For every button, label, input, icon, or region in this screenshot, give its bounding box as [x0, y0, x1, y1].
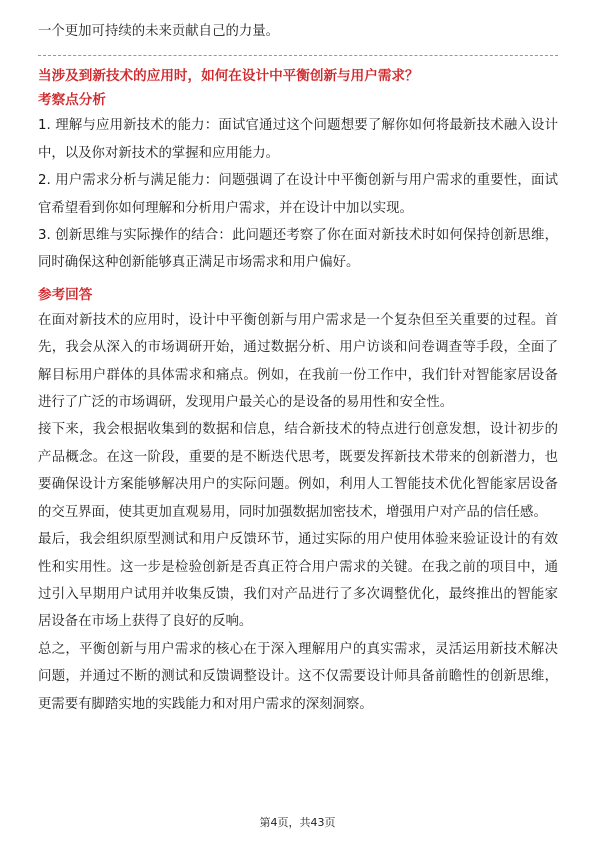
answer-paragraph-2: 接下来，我会根据收集到的数据和信息，结合新技术的特点进行创意发想，设计初步的产品概念。在这一阶段，重要的是不断迭代思考，既要发挥新技术带来的创新潜力，也要确保设计方案能够解决用户的实际问题。例如，利用人工智能技术优化智能家居设备的交互界面，使其更加直观易用，同时加强数据加密技术，增强用户对产品的信任感。 — [38, 422, 558, 520]
answer-heading: 参考回答 — [38, 286, 93, 303]
page-content — [38, 18, 558, 718]
analysis-point-1: 1. 理解与应用新技术的能力：面试官通过这个问题想要了解你如何将最新技术融入设计中，以及你对新技术的掌握和应用能力。 — [38, 118, 558, 161]
answer-body — [38, 307, 558, 718]
section-divider — [38, 55, 558, 56]
analysis-point-3: 3. 创新思维与实际操作的结合：此问题还考察了你在面对新技术时如何保持创新思维，同时确保这种创新能够真正满足市场需求和用户偏好。 — [38, 228, 558, 271]
page-number: 第4页，共43页 — [259, 816, 336, 829]
analysis-heading: 考察点分析 — [38, 92, 106, 109]
answer-paragraph-1: 在面对新技术的应用时，设计中平衡创新与用户需求是一个复杂但至关重要的过程。首先，我会从深入的市场调研开始，通过数据分析、用户访谈和问卷调查等手段，全面了解目标用户群体的具体需求和痛点。例如，在我前一份工作中，我们针对智能家居设备进行了广泛的市场调研，发现用户最关心的是设备的易用性和安全性。 — [38, 312, 558, 411]
analysis-point-2: 2. 用户需求分析与满足能力：问题强调了在设计中平衡创新与用户需求的重要性，面试官希望看到你如何理解和分析用户需求，并在设计中加以实现。 — [38, 173, 558, 216]
answer-paragraph-4: 总之，平衡创新与用户需求的核心在于深入理解用户的真实需求，灵活运用新技术解决问题，并通过不断的测试和反馈调整设计。这不仅需要设计师具备前瞻性的创新思维，更需要有脚踏实地的实践能力和对用户需求的深刻洞察。 — [38, 641, 558, 712]
intro-tail-text: 一个更加可持续的未来贡献自己的力量。 — [38, 24, 280, 39]
question-heading: 当涉及到新技术的应用时，如何在设计中平衡创新与用户需求？ — [38, 68, 419, 85]
answer-paragraph-3: 最后，我会组织原型测试和用户反馈环节，通过实际的用户使用体验来验证设计的有效性和实用性。这一步是检验创新是否真正符合用户需求的关键。在我之前的项目中，通过引入早期用户试用并收集反馈，我们对产品进行了多次调整优化，最终推出的智能家居设备在市场上获得了良好的反响。 — [38, 532, 558, 630]
analysis-list — [38, 112, 558, 276]
